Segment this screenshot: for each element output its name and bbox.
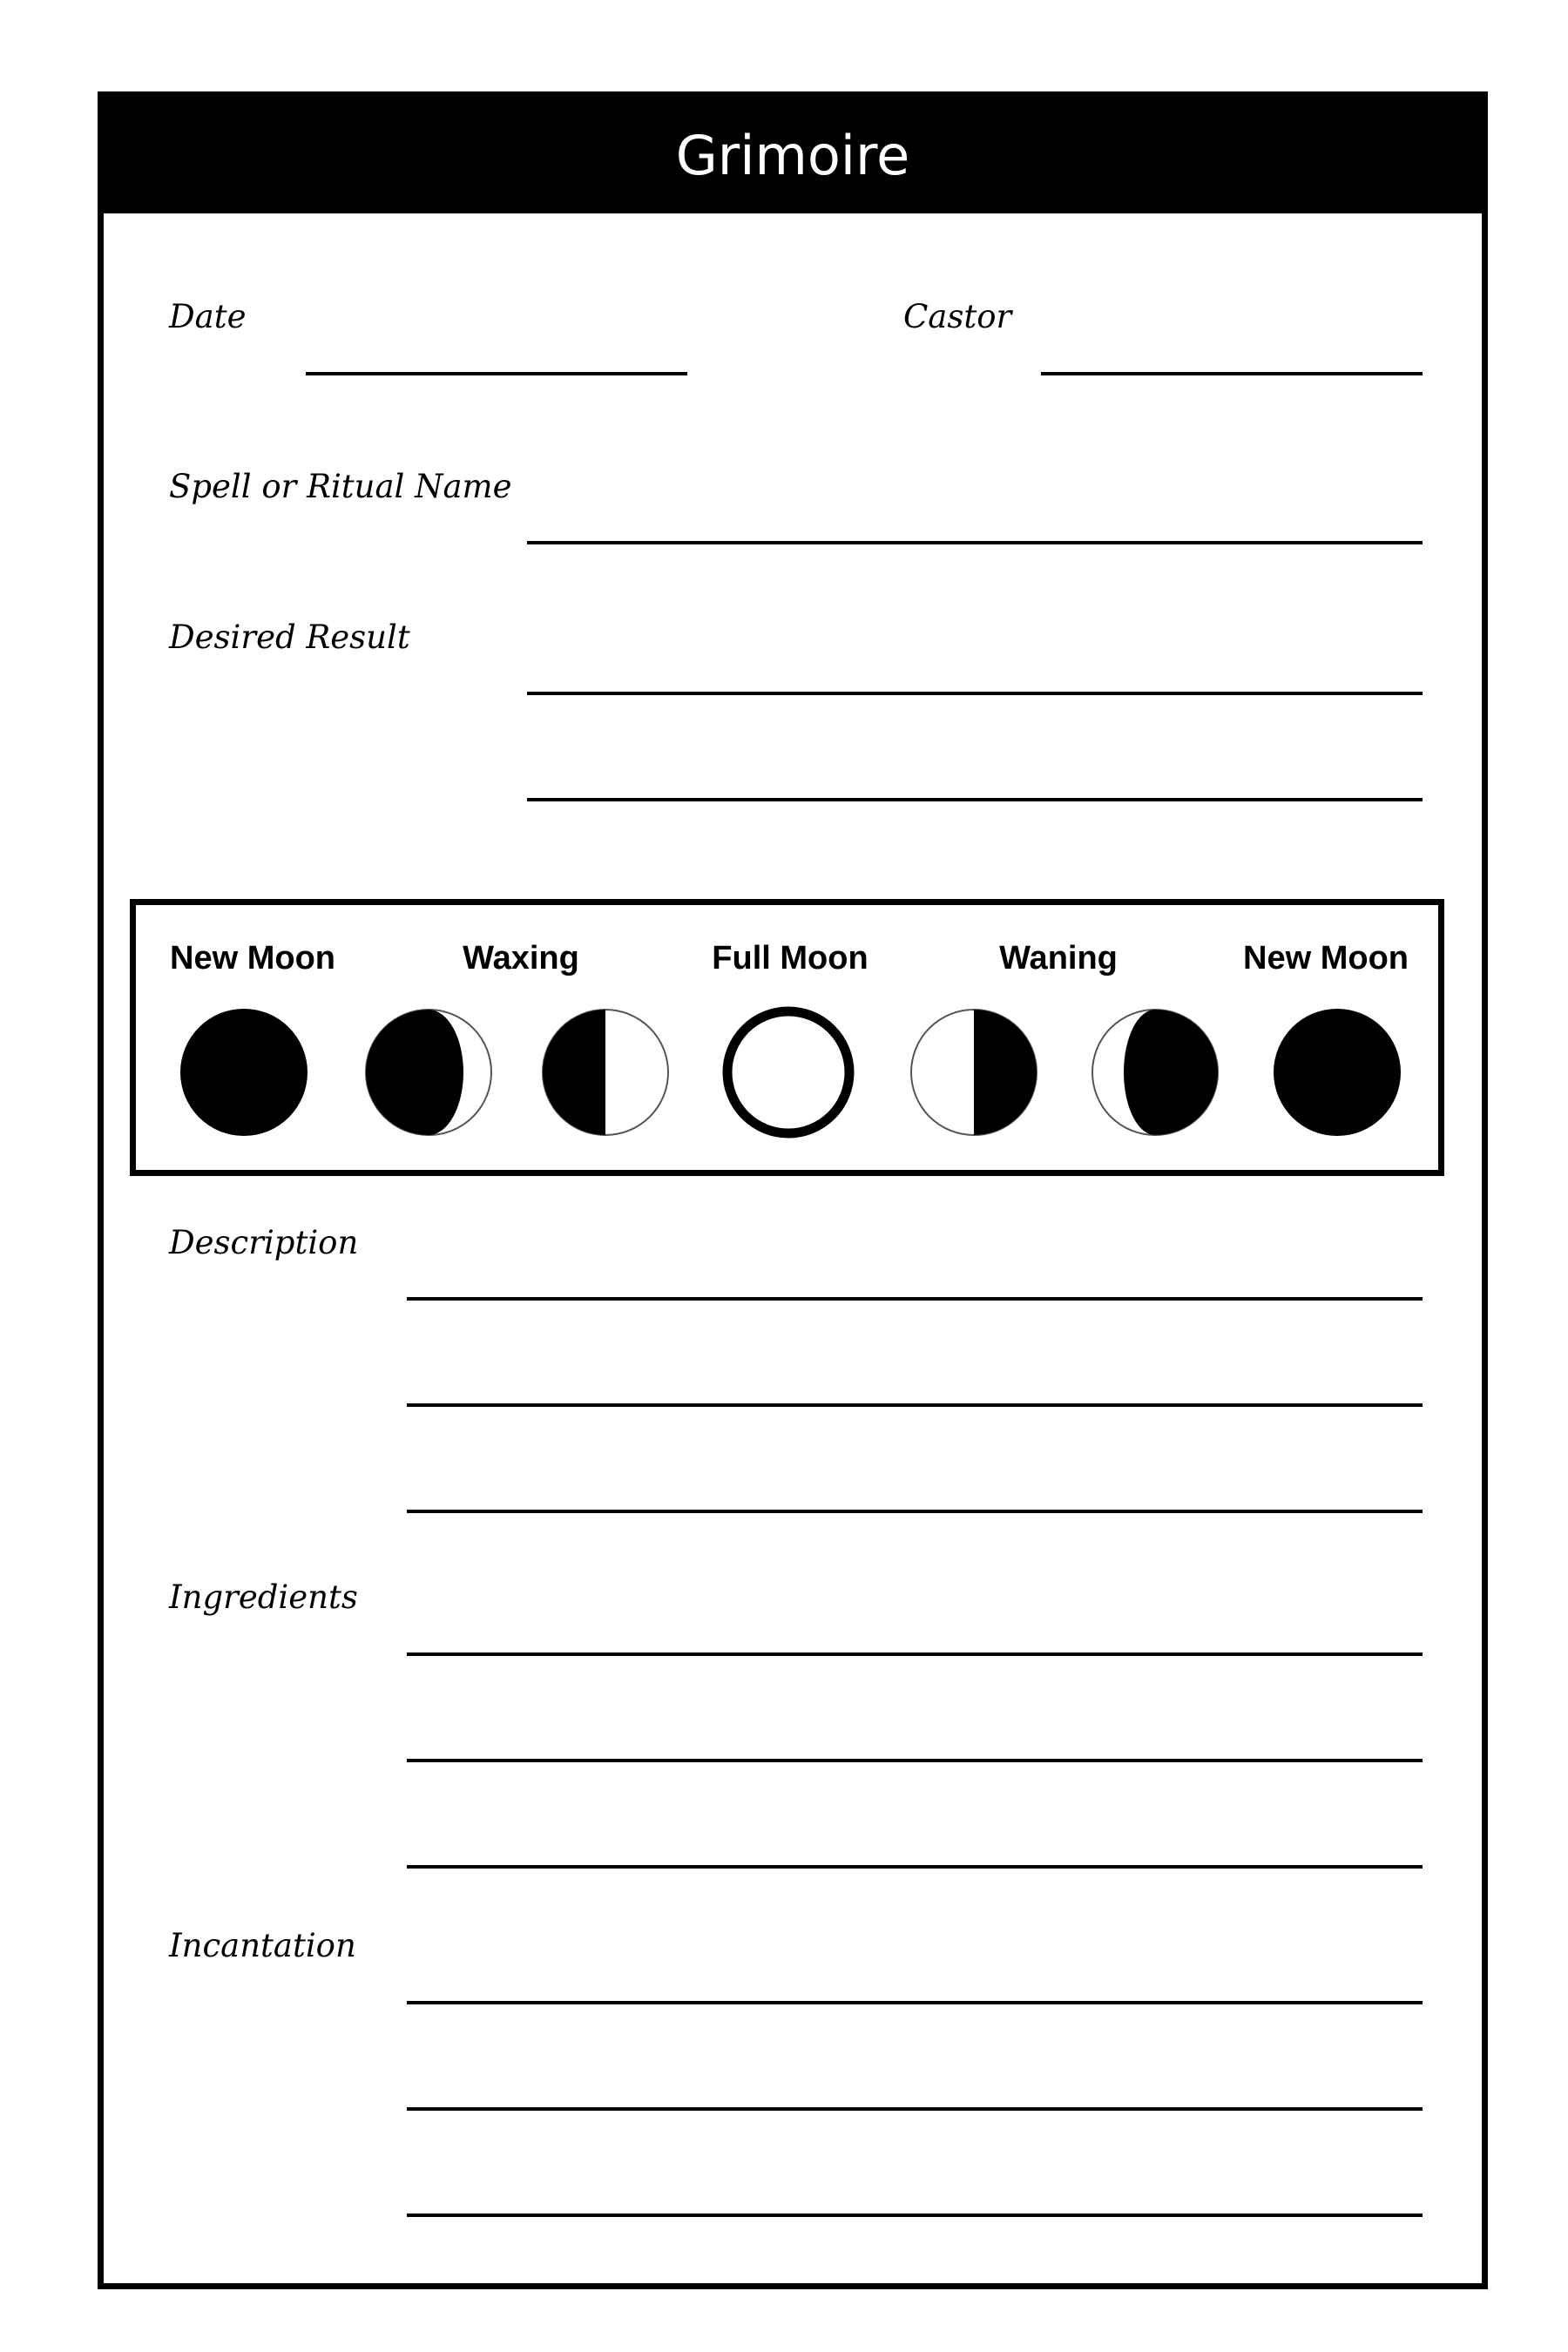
incantation-line-1[interactable] [407, 2001, 1423, 2004]
ingredients-line-3[interactable] [407, 1865, 1423, 1869]
incantation-label: Incantation [169, 1927, 356, 1964]
incantation-line-3[interactable] [407, 2213, 1423, 2217]
full-moon-icon [727, 1011, 849, 1133]
page-title: Grimoire [104, 98, 1482, 213]
description-line-1[interactable] [407, 1297, 1423, 1301]
description-line-2[interactable] [407, 1403, 1423, 1407]
ingredients-line-2[interactable] [407, 1759, 1423, 1762]
grimoire-page [98, 91, 1488, 2289]
waxing-crescent-icon [366, 1010, 491, 1135]
phase-label-new-moon: New Moon [170, 940, 335, 977]
new-moon-icon [180, 1009, 308, 1136]
date-field[interactable] [306, 372, 687, 375]
phase-label-new-moon-2: New Moon [1243, 940, 1409, 977]
new-moon-icon-2 [1274, 1009, 1401, 1136]
phase-label-waning: Waning [999, 940, 1118, 977]
description-line-3[interactable] [407, 1510, 1423, 1513]
caster-label: Castor [903, 298, 1012, 335]
phase-label-full-moon: Full Moon [712, 940, 868, 977]
caster-field[interactable] [1041, 372, 1423, 375]
spell-name-label: Spell or Ritual Name [169, 468, 512, 505]
spell-name-field[interactable] [527, 541, 1423, 544]
description-label: Description [169, 1224, 359, 1261]
incantation-line-2[interactable] [407, 2107, 1423, 2111]
desired-result-line-2[interactable] [527, 798, 1423, 801]
ingredients-line-1[interactable] [407, 1652, 1423, 1656]
phase-label-waxing: Waxing [463, 940, 579, 977]
moon-phases-row [136, 905, 1438, 1170]
ingredients-label: Ingredients [169, 1578, 358, 1616]
first-quarter-icon [543, 1010, 668, 1135]
desired-result-label: Desired Result [169, 618, 410, 656]
desired-result-line-1[interactable] [527, 692, 1423, 695]
waning-crescent-icon [1092, 1010, 1218, 1135]
moon-phase-chart [130, 899, 1444, 1176]
date-label: Date [169, 298, 247, 335]
third-quarter-icon [911, 1010, 1037, 1135]
